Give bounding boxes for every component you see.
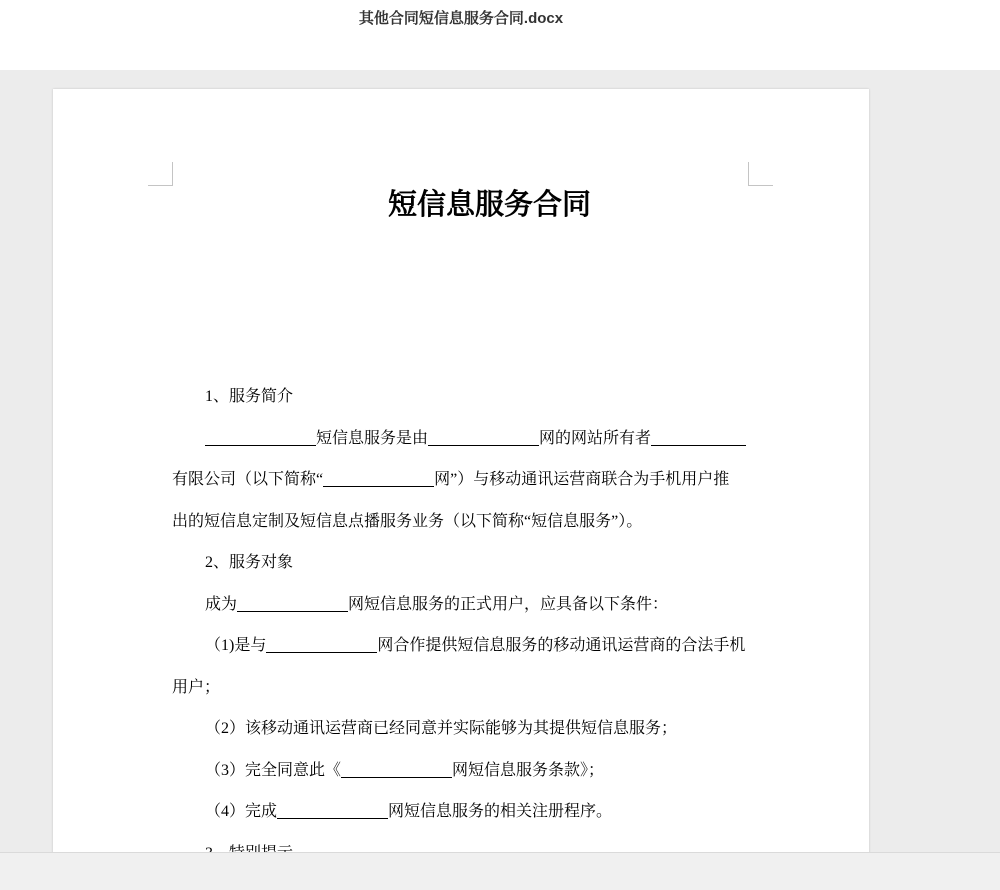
text-run: 网短信息服务的正式用户，应具备以下条件： — [348, 595, 669, 613]
paragraph-line — [172, 418, 772, 460]
margin-corner-mark — [148, 162, 173, 186]
paragraph-line — [172, 584, 772, 626]
paragraph-line — [172, 459, 772, 501]
text-run: 1、服务简介 — [205, 388, 294, 405]
text-run: （1)是与 — [205, 637, 267, 654]
paragraph-line — [172, 625, 772, 667]
text-run: （2）该移动通讯运营商已经同意并实际能够为其提供短信息服务； — [205, 720, 678, 737]
paragraph-line — [172, 750, 772, 792]
text-run: 网短信息服务的相关注册程序。 — [388, 803, 613, 820]
paragraph-line — [172, 791, 772, 833]
fill-in-blank — [277, 802, 388, 819]
document-title: 短信息服务合同 — [388, 189, 592, 221]
footer-bar — [0, 852, 1000, 890]
fill-in-blank — [428, 429, 539, 446]
fill-in-blank — [323, 470, 434, 487]
fill-in-blank — [205, 429, 316, 446]
text-run: 出的短信息定制及短信息点播服务业务（以下简称“短信息服务”）。 — [172, 512, 643, 530]
text-run: 网的网站所有者 — [539, 429, 652, 447]
paragraph-line — [172, 667, 772, 709]
text-run: 有限公司（以下简称“ — [172, 471, 324, 488]
text-run: 短信息服务是由 — [316, 429, 429, 447]
fill-in-blank — [341, 761, 452, 778]
fill-in-blank — [237, 595, 348, 612]
document-body — [172, 376, 772, 874]
text-run: 成为 — [205, 595, 238, 613]
section-heading — [172, 542, 772, 584]
text-run: 网合作提供短信息服务的移动通讯运营商的合法手机 — [377, 637, 746, 654]
text-run: （4）完成 — [205, 803, 278, 820]
text-run: 网短信息服务条款》； — [452, 761, 605, 779]
paragraph-line — [172, 708, 772, 750]
text-run: （3）完全同意此《 — [205, 761, 342, 779]
text-run: 网”）与移动通讯运营商联合为手机用户推 — [434, 471, 730, 488]
title-bar — [0, 0, 1000, 70]
document-page — [53, 89, 869, 889]
text-run: 2、服务对象 — [205, 554, 294, 571]
text-run: 用户； — [172, 678, 221, 696]
margin-corner-mark — [748, 162, 773, 186]
document-viewport[interactable] — [0, 70, 1000, 852]
fill-in-blank — [266, 636, 377, 653]
document-filename: 其他合同短信息服务合同.docx — [358, 10, 564, 27]
fill-in-blank — [651, 429, 746, 446]
paragraph-line — [172, 501, 772, 543]
section-heading — [172, 376, 772, 418]
